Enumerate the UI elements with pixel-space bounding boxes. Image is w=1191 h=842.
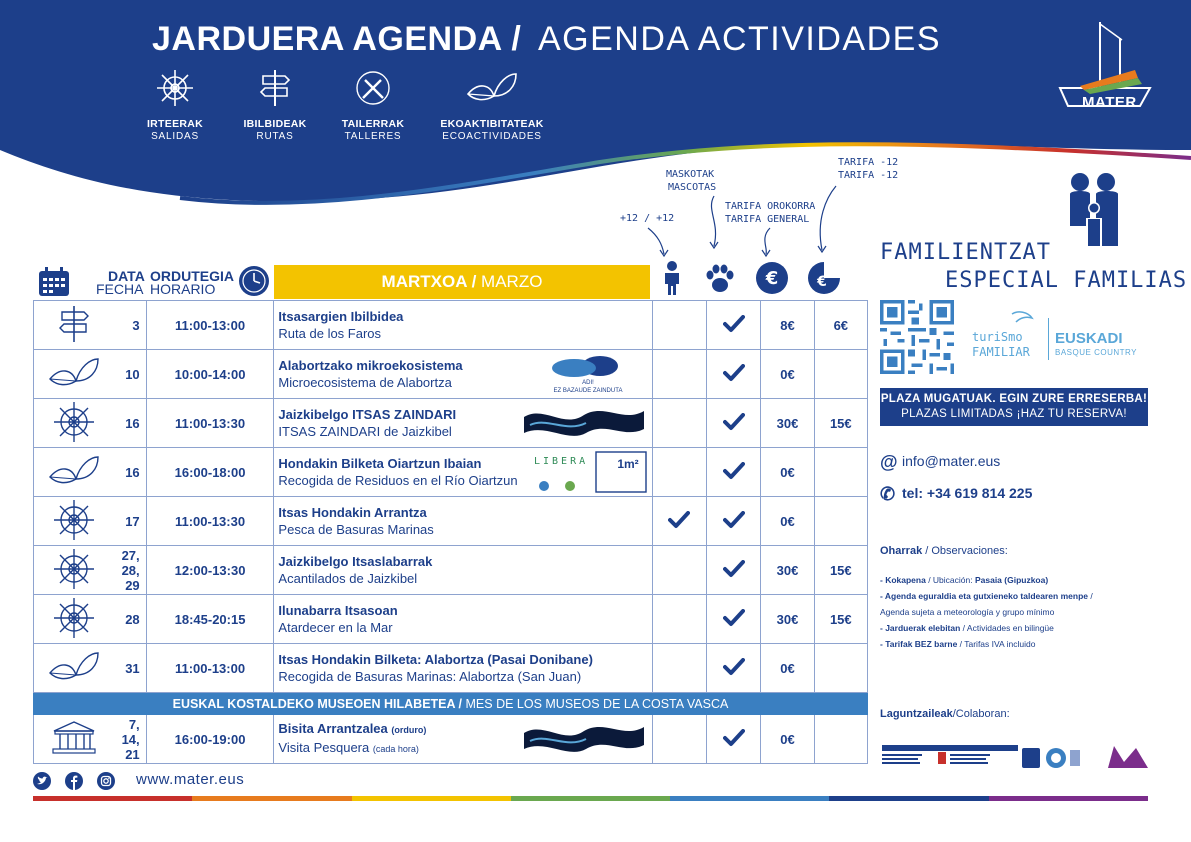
adult-check-cell [652,497,706,546]
activity-time: 11:00-13:30 [146,399,274,448]
activity-row [34,301,868,350]
at-icon: @ [880,452,898,472]
check-icon [723,664,745,679]
check-icon [723,615,745,630]
pets-check-cell [707,644,761,693]
activity-cell [274,546,652,595]
pets-annotation-eu: MASKOTAK [666,169,715,180]
observation-item [880,572,1150,588]
libera-logo [530,450,650,494]
reduced-price [814,497,867,546]
observation-key: - Tarifak BEZ barne [880,639,958,649]
activity-date: 28 [114,595,146,644]
adult-check-cell [652,644,706,693]
activity-name-es: Recogida de Basuras Marinas: Alabortza (San Juan) [278,669,582,684]
observation-item [880,636,1150,652]
pets-check-cell [707,448,761,497]
activity-date: 16 [114,399,146,448]
page-title-spanish: AGENDA ACTIVIDADES [538,20,941,58]
families-title: FAMILIENTZAT [880,240,1051,265]
phone-icon: ✆ [880,484,896,504]
activity-date: 16 [114,448,146,497]
observations-list [880,572,1150,652]
time-header-eu: ORDUTEGIA [150,268,234,284]
sponsor-logos [880,742,1150,774]
general-price: 30€ [761,399,814,448]
pets-check-cell [707,399,761,448]
adult-check-cell [652,399,706,448]
observation-value: Pasaia (Gipuzkoa) [974,575,1049,585]
activity-cell [274,497,652,546]
time-header [150,270,234,296]
limited-places-es: PLAZAS LIMITADAS ¡HAZ TU RESERVA! [901,408,1127,420]
activity-name-eu: Jaizkibelgo Itsaslabarrak [278,554,433,569]
activity-name-eu: Alabortzako mikroekosistema [278,358,463,373]
activity-row [34,546,868,595]
reduced-fare-annotation-es: TARIFA -12 [838,170,899,181]
stripe-segment [352,796,511,801]
adi-campaign-logo [530,352,646,396]
month-label-eu: MARTXOA / [381,272,477,291]
activity-name-es: Recogida de Residuos en el Río Oiartzun [278,473,518,488]
activity-row [34,350,868,399]
euro-reduced-icon [806,260,842,296]
clock-icon [238,265,270,297]
limited-places-eu: PLAZA MUGATUAK. EGIN ZURE ERRESERBA! [880,393,1148,405]
activity-cell [274,595,652,644]
activity-row [34,399,868,448]
activity-time: 11:00-13:00 [146,301,274,350]
act-wave-logo [524,403,644,441]
adult-check-cell [652,350,706,399]
families-subtitle: ESPECIAL FAMILIAS [945,268,1188,293]
month-label-es: MARZO [481,272,543,291]
act-wave-logo [524,719,644,757]
qr-code[interactable] [880,300,954,374]
adi-logo-line1: ADI! [582,380,595,386]
category-label-eu: IRTEERAK [146,118,204,130]
observation-text: / [1088,591,1093,601]
ship-wheel-icon [52,530,96,545]
category-label-es: ECOACTIVIDADES [442,131,542,142]
general-price: 0€ [761,497,814,546]
pets-check-cell [707,546,761,595]
observation-key: - Kokapena [880,575,926,585]
check-icon [723,566,745,581]
reduced-price: 15€ [814,546,867,595]
adult-check-cell [652,301,706,350]
pets-check-cell [707,595,761,644]
category-talleres [318,68,428,142]
observation-text: Agenda sujeta a meteorología y grupo mínimo [880,607,1055,617]
phone-contact[interactable] [880,484,1032,505]
adult-check-cell [652,448,706,497]
activity-name-es: Microecosistema de Alabortza [278,375,452,390]
website-link[interactable]: www.mater.eus [136,771,245,788]
activity-date: 31 [114,644,146,693]
observation-key: - Jarduerak elebitan [880,623,961,633]
signpost-icon [255,68,295,108]
stripe-segment [33,796,192,801]
activity-time: 12:00-13:30 [146,546,274,595]
activity-time: 18:45-20:15 [146,595,274,644]
check-icon [723,468,745,483]
calendar-icon [38,267,70,297]
leaves-icon [46,673,102,688]
activity-row [34,448,868,497]
logo-divider [1048,318,1049,360]
category-rutas [220,68,330,142]
leaves-icon [46,379,102,394]
reduced-price [814,448,867,497]
museum-icon [51,744,97,759]
activity-row [34,595,868,644]
activities-table [33,300,868,764]
reduced-fare-annotation-eu: TARIFA -12 [838,157,899,168]
libera-logo-text: LIBERA [534,456,589,467]
libera-1m-text: 1m² [617,457,640,471]
category-label-es: RUTAS [256,131,294,142]
activity-name-eu: Jaizkibelgo ITSAS ZAINDARI [278,407,457,422]
check-icon [723,370,745,385]
activity-date: 27, 28, 29 [114,546,146,595]
euro-general-icon [754,260,790,296]
activity-cell [274,301,652,350]
signpost-icon [54,332,94,347]
check-icon [723,735,745,750]
adi-logo-line2: EZ BAZAUDE ZAINDUTA [553,388,623,394]
reduced-price: 15€ [814,399,867,448]
date-header [96,268,145,297]
activity-time: 10:00-14:00 [146,350,274,399]
reduced-price: 6€ [814,301,867,350]
pets-annotation-es: MASCOTAS [668,182,717,193]
activity-cell [274,715,652,764]
stripe-segment [829,796,988,801]
observation-text: / Tarifas IVA incluido [957,639,1036,649]
activity-date: 7, 14, 21 [114,715,146,764]
reduced-price [814,644,867,693]
activity-time: 16:00-19:00 [146,715,274,764]
stripe-segment [511,796,670,801]
paw-icon [702,260,738,296]
leaves-icon [46,477,102,492]
activity-name-eu: Itsasargien Ibilbidea [278,309,404,324]
ship-wheel-icon [52,628,96,643]
activity-date: 10 [114,350,146,399]
date-header-es: FECHA [96,281,144,297]
family-icon [1066,170,1122,248]
stripe-segment [670,796,829,801]
limited-places-banner [880,388,1148,426]
museum-banner-es: MES DE LOS MUSEOS DE LA COSTA VASCA [465,696,729,711]
activity-name-es: Acantilados de Jaizkibel [278,571,418,586]
check-icon [668,517,690,532]
observation-item [880,588,1150,604]
activity-date: 3 [114,301,146,350]
turismo-familiar-text-top: turiSmo [972,330,1023,344]
pets-check-cell [707,715,761,764]
category-label-eu: EKOAKTIBITATEAK [440,118,544,130]
general-fare-annotation-eu: TARIFA OROKORRA [725,201,816,212]
activity-note-es: (cada hora) [372,744,419,754]
pets-check-cell [707,350,761,399]
adult-check-cell [652,595,706,644]
observations-title [880,545,1008,557]
age-annotation: +12 / +12 [620,213,675,224]
category-label-es: SALIDAS [151,131,199,142]
twitter-icon[interactable] [33,772,51,790]
ship-wheel-icon [52,432,96,447]
observation-text: / Actividades en bilingüe [960,623,1054,633]
check-icon [723,321,745,336]
leaves-icon [464,68,520,108]
observation-item [880,604,1150,620]
collaborators-title-eu: Laguntzaileak [880,708,953,720]
activity-time: 11:00-13:30 [146,497,274,546]
email-link[interactable]: info@mater.eus [902,453,1001,470]
adult-check-cell [652,715,706,764]
pets-check-cell [707,301,761,350]
category-salidas [120,68,230,142]
observation-text: / Ubicación: [925,575,975,585]
activity-name-eu: Bisita Arrantzalea [278,721,388,736]
activity-time: 11:00-13:00 [146,644,274,693]
general-price: 0€ [761,715,814,764]
tools-icon [353,68,393,108]
museum-banner-eu: EUSKAL KOSTALDEKO MUSEOEN HILABETEA / [172,696,463,711]
activity-name-es: Ruta de los Faros [278,326,382,341]
observation-item [880,620,1150,636]
activity-cell [274,399,652,448]
ship-wheel-icon [52,579,96,594]
month-header [274,265,650,299]
activity-row [34,497,868,546]
general-price: 8€ [761,301,814,350]
collaborators-title-es: /Colaboran: [952,708,1010,720]
svg-text:€: € [817,274,827,290]
category-label-es: TALLERES [344,131,402,142]
euskadi-logo-subtext: BASQUE COUNTRY [1055,348,1137,357]
general-price: 0€ [761,644,814,693]
observations-title-es: / Observaciones: [925,545,1008,557]
activity-cell [274,644,652,693]
person-icon [654,260,690,296]
instagram-icon[interactable] [97,772,115,790]
activity-name-eu: Hondakin Bilketa Oiartzun Ibaian [278,456,482,471]
mater-logo-text: MATER [1082,94,1137,111]
check-icon [723,419,745,434]
adult-check-cell [652,546,706,595]
activity-cell [274,448,652,497]
date-header-eu: DATA [108,268,145,284]
reduced-price [814,350,867,399]
category-ecoactividades [437,68,547,142]
general-price: 0€ [761,350,814,399]
activity-name-es: Atardecer en la Mar [278,620,393,635]
activity-name-es: Visita Pesquera [278,740,370,755]
museum-month-banner [34,693,868,715]
stripe-segment [192,796,351,801]
category-label-eu: TAILERRAK [341,118,405,130]
euskadi-logo-text: EUSKADI [1055,330,1123,347]
ship-wheel-icon [155,68,195,108]
page-title-basque: JARDUERA AGENDA / [152,20,522,58]
reduced-price: 15€ [814,595,867,644]
activity-name-eu: Itsas Hondakin Bilketa: Alabortza (Pasai Donibane) [278,652,593,667]
general-price: 30€ [761,546,814,595]
general-price: 30€ [761,595,814,644]
observation-key: - Agenda eguraldia eta gutxieneko taldearen menpe [880,591,1088,601]
activity-name-es: ITSAS ZAINDARI de Jaizkibel [278,424,452,439]
svg-text:€: € [765,268,779,289]
activity-cell [274,350,652,399]
category-label-eu: IBILBIDEAK [243,118,307,130]
general-fare-annotation-es: TARIFA GENERAL [725,214,810,225]
activity-note-eu: (orduro) [391,725,427,735]
general-price: 0€ [761,448,814,497]
reduced-price [814,715,867,764]
color-stripe [33,796,1148,801]
activity-date: 17 [114,497,146,546]
activity-name-es: Pesca de Basuras Marinas [278,522,434,537]
facebook-icon[interactable] [65,772,83,790]
activity-row [34,715,868,764]
email-contact[interactable] [880,452,1000,473]
observations-title-eu: Oharrak [880,545,923,557]
activity-name-eu: Itsas Hondakin Arrantza [278,505,427,520]
activity-time: 16:00-18:00 [146,448,274,497]
pets-check-cell [707,497,761,546]
turismo-familiar-text-bottom: FAMILIAR [972,345,1030,359]
check-icon [723,517,745,532]
activity-name-eu: Ilunabarra Itsasoan [278,603,398,618]
stripe-segment [989,796,1148,801]
collaborators-title [880,708,1010,720]
time-header-es: HORARIO [150,281,216,297]
activity-row [34,644,868,693]
phone-number[interactable]: tel: +34 619 814 225 [902,485,1033,502]
